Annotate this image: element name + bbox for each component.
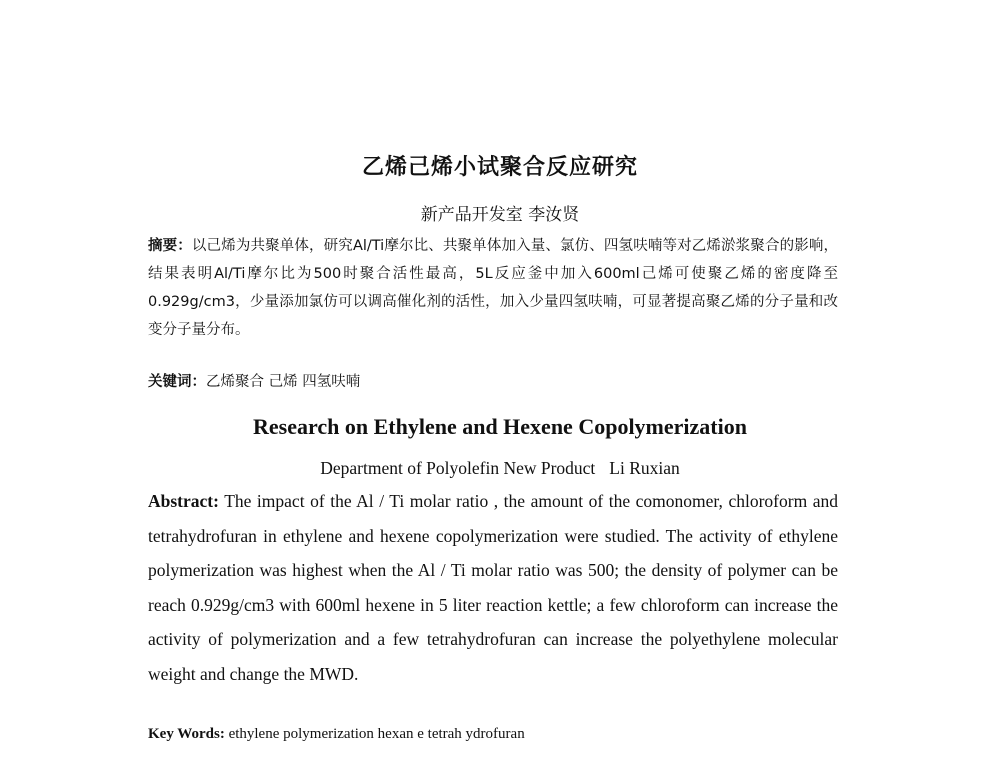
english-title: Research on Ethylene and Hexene Copolymerization [253, 414, 747, 439]
chinese-keywords [148, 370, 838, 391]
english-abstract-label: Abstract: [148, 491, 219, 511]
chinese-abstract [148, 232, 838, 344]
english-abstract-text: The impact of the Al / Ti molar ratio , the amount of the comonomer, chloroform and tetrahydrofuran in ethylene and hexene copolymerization were studied. The activity of ethylene polymerization was highest when the Al / Ti molar ratio was 500; the density of polymer can be reach 0.929g/cm3 with 600ml hexene in 5 liter reaction kettle; a few chloroform can increase the activity of polymerization and a few tetrahydrofuran can increase the polyethylene molecular weight and change the MWD. [148, 491, 838, 684]
english-keywords-text: ethylene polymerization hexan e tetrah ydrofuran [228, 726, 525, 742]
english-author: Li Ruxian [609, 458, 680, 478]
english-abstract [148, 484, 838, 691]
english-author-line [0, 458, 1000, 479]
english-keywords [148, 726, 838, 743]
chinese-abstract-label: 摘要： [148, 238, 192, 254]
chinese-title: 乙烯己烯小试聚合反应研究 [361, 155, 638, 180]
chinese-keywords-text: 乙烯聚合 己烯 四氢呋喃 [206, 374, 361, 390]
chinese-keywords-label: 关键词： [148, 374, 206, 390]
english-department: Department of Polyolefin New Product [320, 458, 596, 478]
english-keywords-label: Key Words: [148, 726, 225, 742]
chinese-author-line: 新产品开发室 李汝贤 [420, 205, 580, 225]
chinese-abstract-text: 以己烯为共聚单体，研究Al/Ti摩尔比、共聚单体加入量、氯仿、四氢呋喃等对乙烯淤浆聚合的影响，结果表明Al/Ti摩尔比为500时聚合活性最高，5L反应釜中加入600ml己烯可使聚乙烯的密度降至0.929g/cm3，少量添加氯仿可以调高催化剂的活性，加入少量四氢呋喃，可显著提高聚乙烯的分子量和改变分子量分布。 [148, 238, 838, 338]
